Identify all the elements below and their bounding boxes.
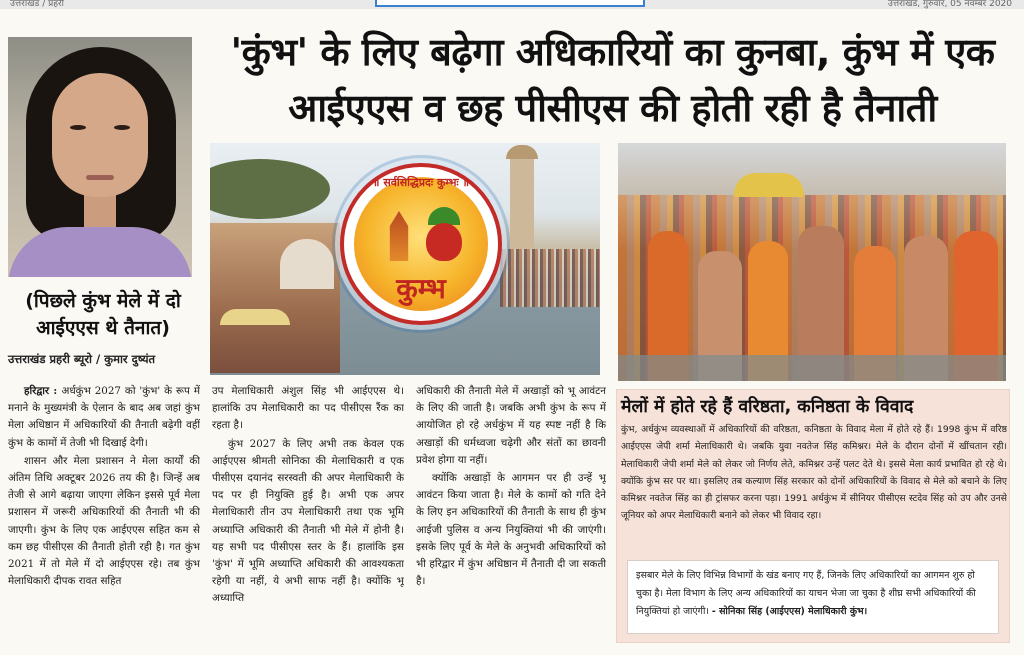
kumbh-logo-word: कुम्भ	[396, 272, 446, 305]
article-paragraph: शासन और मेला प्रशासन ने मेला कार्यों की अंतिम तिथि अक्टूबर 2026 तय की है। जिन्हें अब तेजी से आगे बढ़ाया जाएगा लेकिन इससे पूर्व मेला प्रशासन में जरूरी अधिकारियों की तैनाती भी की जाएगी। कुंभ के लिए एक आईएएस सहित कम से कम छह पीसीएस की तैनाती होती रही है। गत कुंभ 2021 में तो मेले में दो आईएएस रहे। तब कुंभ मेलाधिकारी दीपक रावत सहित	[8, 454, 200, 588]
kumbh-ghat-photo	[210, 143, 600, 375]
article-paragraph: अधिकारी की तैनाती मेले में अखाड़ों को भू आवंटन के लिए की जाती है। जबकि अभी कुंभ के रूप में आयोजित हो रहे अर्धकुंभ में यह स्पष्ट नहीं है कि अखाड़ों की धर्मध्वजा चढ़ेगी और संतों का छावनी प्रवेश होगा या नहीं।	[416, 385, 606, 466]
article-column-1	[8, 383, 200, 651]
quote-signature: - सोनिका सिंह (आईएएस) मेलाधिकारी कुंभ।	[711, 606, 868, 617]
article-paragraph: हरिद्वार : अर्धकुंभ 2027 को 'कुंभ' के रूप में मनाने के मुख्यमंत्री के ऐलान के बाद अब जहां कुंभ मेला अधिष्ठान में अधिकारियों की तैनाती बढ़ेगी वहीं कुंभ के कामों में तेजी भी दिखाई देगी।	[8, 385, 200, 449]
portrait-photo	[8, 37, 192, 277]
quote-box	[627, 560, 999, 634]
top-strip	[0, 0, 1024, 9]
portrait-caption: (पिछले कुंभ मेले में दो आईएएस थे तैनात)	[25, 290, 181, 339]
sadhu-procession-photo	[618, 143, 1006, 381]
header-date: उत्तराखंड, गुरुवार, 05 नवम्बर 2020	[887, 0, 1012, 9]
quote-text: इसबार मेले के लिए विभिन्न विभागों के खंड बनाए गए हैं, जिनके लिए अधिकारियों का आगमन शुरु हो चुका है। मेला विभाग के लिए अन्य अधिकारियों का याचन भेजा जा चुका है शीघ्र सभी अधिकारियों की नियुक्तियां हो जाएंगी।	[636, 570, 976, 617]
info-box-body: कुंभ, अर्धकुंभ व्यवस्थाओं में अधिकारियों की वरिष्ठता, कनिष्ठता के विवाद मेला में होते रहे हैं। 1998 कुंभ में वरिष्ठ आईएएस जेपी शर्मा मेलाधिकारी थे। जबकि युवा नवतेज सिंह कमिश्नर। मेले के दौरान दोनों में खींचतान रही। मेलाधिकारी जेपी शर्मा मेले को लेकर जो निर्णय लेते, कमिश्नर उन्हें पलट देते थे। इससे मेला कार्य प्रभावित हो रहे थे। क्योंकि कुंभ सर पर था। इसलिए तब कल्याण सिंह सरकार को दोनों अधिकारियों के विवाद से मेले को बचाने के लिए कमिश्नर नवतेज सिंह का ही ट्रांसफर करना पड़ा। 1991 अर्धकुंभ में सीनियर पीसीएस स्टदेव सिंह को उप और उनसे जूनियर को अपर मेलाधिकारी बनाने को लेकर भी विवाद रहा।	[621, 424, 1007, 522]
article-column-2	[212, 383, 404, 651]
kumbh-logo	[340, 163, 502, 325]
header-left-text: उत्तराखंड / प्रहरी	[10, 0, 65, 9]
header-tab	[375, 0, 645, 7]
info-box	[616, 389, 1010, 643]
article-paragraph: क्योंकि अखाड़ों के आगमन पर ही उन्हें भू आवंटन किया जाता है। मेले के कामों को गति देने के लिए इन अधिकारियों की तैनाती के साथ ही कुंभ आईजी पुलिस व अन्य नियुक्तियां भी की जाएंगी। इसके लिए पूर्व के मेले के अनुभवी अधिकारियों को भी हरिद्वार में कुंभ अधिष्ठान में तैनाती दी जा सकती है।	[416, 472, 606, 588]
article-paragraph: उप मेलाधिकारी अंशुल सिंह भी आईएएस थे। हालांकि उप मेलाधिकारी का पद पीसीएस रैंक का रहता है।	[212, 385, 404, 432]
article-column-3	[416, 383, 606, 651]
info-box-title: मेलों में होते रहे हैं वरिष्ठता, कनिष्ठता के विवाद	[621, 397, 914, 417]
kumbh-logo-sanskrit: ॥ सर्वसिद्धिप्रदः कुम्भः ॥	[372, 176, 470, 189]
article-paragraph: कुंभ 2027 के लिए अभी तक केवल एक आईएएस श्रीमती सोनिका की मेलाधिकारी व एक पीसीएस दयानंद सरस्वती की अपर मेलाधिकारी के पद पर ही नियुक्ति हुई है। अभी एक अपर मेलाधिकारी तीन उप मेलाधिकारी तथा एक भूमि अध्याप्ति अधिकारी की तैनाती भी मेले में होनी है। यह सभी पद पीसीएस स्तर के हैं। हालांकि इस 'कुंभ' में भूमि अध्याप्ति अधिकारी की आवश्यकता रहेगी या नहीं, ये अभी साफ नहीं है। क्योंकि भू अध्याप्ति	[212, 437, 404, 605]
headline: 'कुंभ' के लिए बढ़ेगा अधिकारियों का कुनबा, कुंभ में एक आईएएस व छह पीसीएस की होती रही है तैनाती	[230, 30, 995, 130]
byline: उत्तराखंड प्रहरी ब्यूरो / कुमार दुष्यंत	[8, 352, 156, 366]
